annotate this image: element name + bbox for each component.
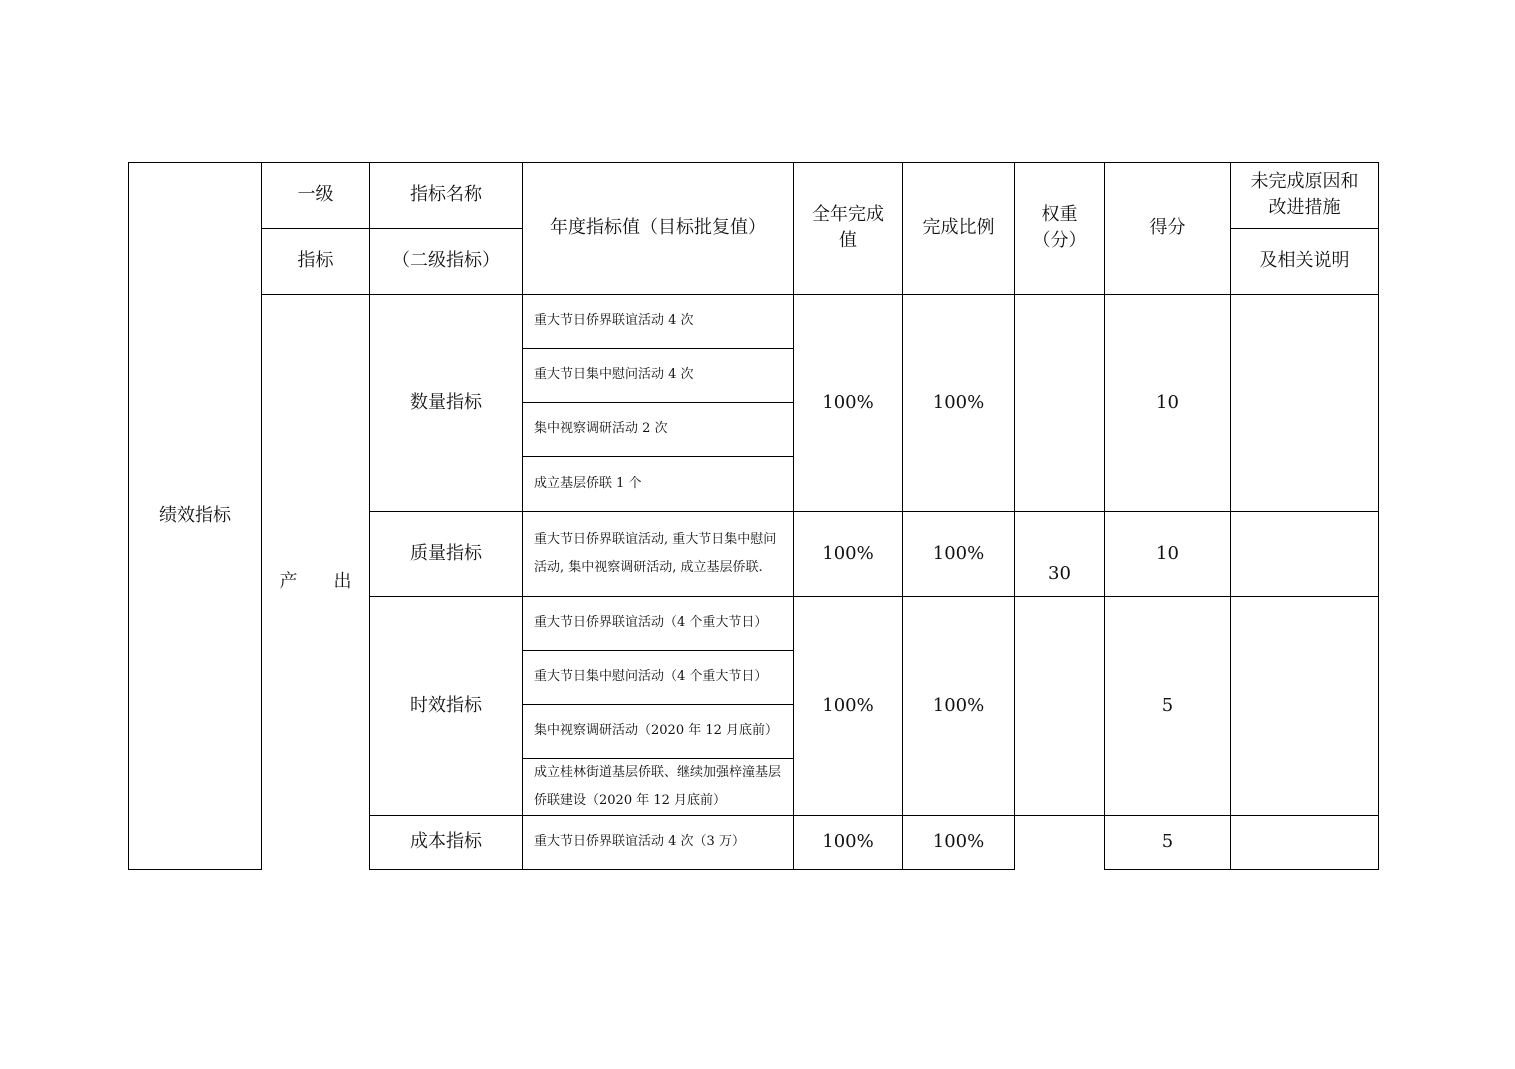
header-name-bottom: （二级指标） — [392, 249, 500, 271]
group-cost-name: 成本指标 — [410, 831, 482, 853]
quantity-item-2: 重大节日集中慰问活动 4 次 — [534, 367, 694, 383]
quantity-item-1: 重大节日侨界联谊活动 4 次 — [534, 313, 694, 329]
header-completion-value: 全年完成值 — [812, 203, 884, 251]
quantity-score: 10 — [1156, 391, 1179, 413]
level1-output-label: 产出 — [279, 571, 388, 593]
quantity-reason — [1231, 295, 1378, 511]
quality-reason — [1231, 512, 1378, 596]
header-reason-bottom: 及相关说明 — [1259, 249, 1350, 271]
quality-item-1: 重大节日侨界联谊活动, 重大节日集中慰问活动, 集中视察调研活动, 成立基层侨联. — [534, 532, 777, 575]
performance-indicator-table — [128, 162, 1379, 870]
cost-item-1: 重大节日侨界联谊活动 4 次（3 万） — [534, 834, 745, 850]
header-level1-bottom: 指标 — [297, 249, 334, 271]
header-level1-top: 一级 — [297, 183, 334, 205]
table-border-right — [1378, 162, 1379, 870]
quality-score: 10 — [1156, 542, 1179, 564]
group-timeliness-name: 时效指标 — [410, 694, 482, 716]
header-weight: 权重（分） — [1032, 203, 1087, 251]
quantity-completion-ratio: 100% — [932, 391, 985, 413]
cost-score: 5 — [1161, 831, 1174, 853]
header-annual-target: 年度指标值（目标批复值） — [550, 216, 766, 238]
quantity-item-3: 集中视察调研活动 2 次 — [534, 421, 668, 437]
quality-completion-value: 100% — [822, 542, 874, 564]
header-reason-top: 未完成原因和改进措施 — [1250, 170, 1359, 218]
timeliness-completion-value: 100% — [822, 694, 874, 716]
timeliness-reason — [1231, 597, 1378, 815]
quantity-item-4: 成立基层侨联 1 个 — [534, 475, 642, 491]
header-score: 得分 — [1149, 216, 1186, 238]
table-border-bottom-right — [1104, 869, 1379, 870]
header-name-top: 指标名称 — [410, 183, 482, 205]
cost-completion-ratio: 100% — [932, 831, 985, 853]
table-border-bottom-mid — [369, 869, 1015, 870]
row-header-performance: 绩效指标 — [159, 504, 231, 526]
timeliness-item-3: 集中视察调研活动（2020 年 12 月底前） — [534, 723, 779, 739]
timeliness-item-1: 重大节日侨界联谊活动（4 个重大节日） — [534, 615, 768, 631]
level1-output — [262, 510, 388, 655]
cost-completion-value: 100% — [822, 831, 874, 853]
weight-value: 30 — [1048, 563, 1071, 584]
quantity-completion-value: 100% — [822, 391, 874, 413]
group-quality-name: 质量指标 — [410, 542, 482, 564]
header-completion-ratio: 完成比例 — [922, 216, 995, 238]
cost-reason — [1231, 816, 1378, 869]
timeliness-item-2: 重大节日集中慰问活动（4 个重大节日） — [534, 669, 768, 685]
group-quantity-name: 数量指标 — [410, 391, 482, 413]
quality-completion-ratio: 100% — [932, 542, 985, 564]
timeliness-score: 5 — [1161, 694, 1174, 716]
timeliness-item-4: 成立桂林街道基层侨联、继续加强梓潼基层侨联建设（2020 年 12 月底前） — [534, 765, 782, 808]
timeliness-completion-ratio: 100% — [932, 694, 985, 716]
